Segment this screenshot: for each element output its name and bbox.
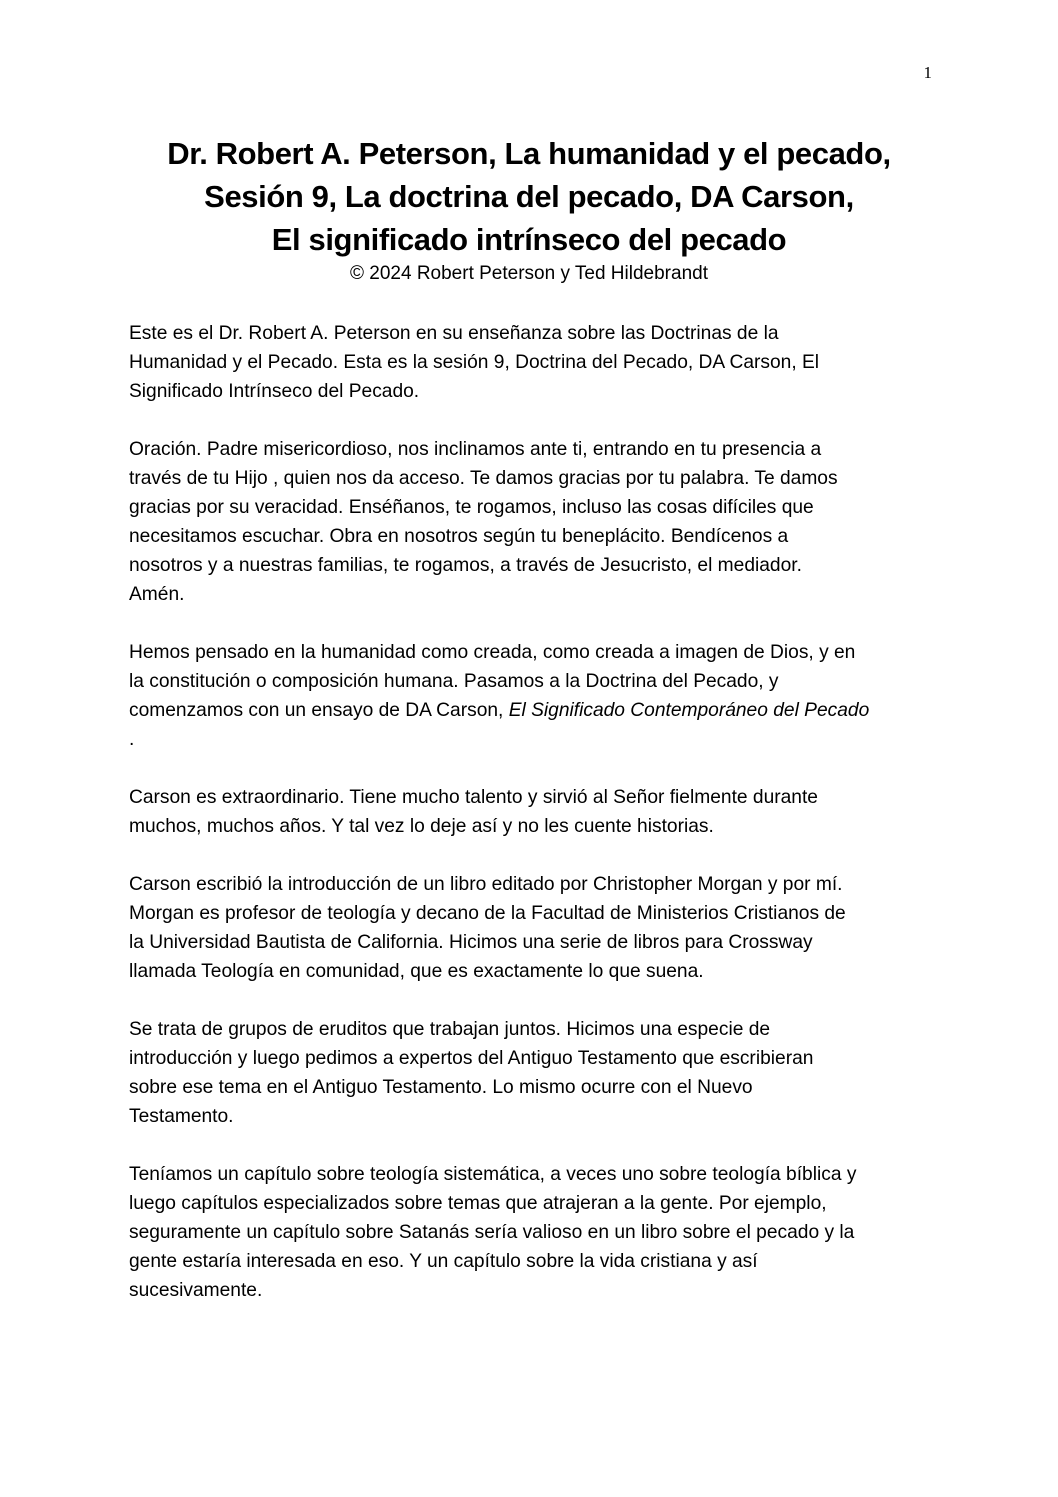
text-line: Morgan es profesor de teología y decano de la Facultad de Ministerios Cristianos de <box>129 903 846 924</box>
body-text <box>129 319 929 1334</box>
text-line: gente estaría interesada en eso. Y un capítulo sobre la vida cristiana y así <box>129 1251 758 1272</box>
paragraph-scholars <box>129 1015 929 1131</box>
text-line: muchos, muchos años. Y tal vez lo deje así y no les cuente historias. <box>129 816 714 837</box>
text-line: luego capítulos especializados sobre temas que atrajeran a la gente. Por ejemplo, <box>129 1193 827 1214</box>
text-line: necesitamos escuchar. Obra en nosotros según tu beneplácito. Bendícenos a <box>129 526 789 547</box>
text-line: sobre ese tema en el Antiguo Testamento. Lo mismo ocurre con el Nuevo <box>129 1077 753 1098</box>
title-line-3: El significado intrínseco del pecado <box>271 222 787 257</box>
text-line: . <box>129 729 135 750</box>
text-line: Humanidad y el Pecado. Esta es la sesión 9, Doctrina del Pecado, DA Carson, El <box>129 352 820 373</box>
title-line-1: Dr. Robert A. Peterson, La humanidad y el pecado, <box>167 136 891 171</box>
paragraph-book <box>129 870 929 986</box>
text-line: Testamento. <box>129 1106 234 1127</box>
text-line: seguramente un capítulo sobre Satanás sería valioso en un libro sobre el pecado y la <box>129 1222 855 1243</box>
text-line: Amén. <box>129 584 185 605</box>
text-line: Significado Intrínseco del Pecado. <box>129 381 420 402</box>
title-line-2: Sesión 9, La doctrina del pecado, DA Carson, <box>204 179 854 214</box>
paragraph-prayer <box>129 435 929 609</box>
text-line-with-italic <box>129 696 929 725</box>
page-number: 1 <box>923 63 932 82</box>
text-line: sucesivamente. <box>129 1280 263 1301</box>
book-title-italic: El Significado Contemporáneo del Pecado <box>508 700 870 721</box>
copyright-notice: © 2024 Robert Peterson y Ted Hildebrandt <box>350 263 708 284</box>
text-line: través de tu Hijo , quien nos da acceso. Te damos gracias por tu palabra. Te damos <box>129 468 838 489</box>
paragraph-intro <box>129 319 929 406</box>
text-line: la Universidad Bautista de California. Hicimos una serie de libros para Crossway <box>129 932 813 953</box>
text-segment: comenzamos con un ensayo de DA Carson, <box>129 700 509 721</box>
paragraph-chapters <box>129 1160 929 1305</box>
text-line: Oración. Padre misericordioso, nos inclinamos ante ti, entrando en tu presencia a <box>129 439 822 460</box>
text-line: gracias por su veracidad. Enséñanos, te rogamos, incluso las cosas difíciles que <box>129 497 814 518</box>
text-line: nosotros y a nuestras familias, te rogamos, a través de Jesucristo, el mediador. <box>129 555 802 576</box>
text-line: Se trata de grupos de eruditos que trabajan juntos. Hicimos una especie de <box>129 1019 771 1040</box>
paragraph-humanity <box>129 638 929 754</box>
text-line: Teníamos un capítulo sobre teología sistemática, a veces uno sobre teología bíblica y <box>129 1164 857 1185</box>
text-line: llamada Teología en comunidad, que es exactamente lo que suena. <box>129 961 704 982</box>
text-line: Carson escribió la introducción de un libro editado por Christopher Morgan y por mí. <box>129 874 843 895</box>
text-line: introducción y luego pedimos a expertos del Antiguo Testamento que escribieran <box>129 1048 814 1069</box>
text-line: Este es el Dr. Robert A. Peterson en su enseñanza sobre las Doctrinas de la <box>129 323 779 344</box>
paragraph-carson <box>129 783 929 841</box>
text-line: Hemos pensado en la humanidad como creada, como creada a imagen de Dios, y en <box>129 642 856 663</box>
title-block <box>0 132 1058 286</box>
text-line: Carson es extraordinario. Tiene mucho talento y sirvió al Señor fielmente durante <box>129 787 818 808</box>
text-line: la constitución o composición humana. Pasamos a la Doctrina del Pecado, y <box>129 671 779 692</box>
